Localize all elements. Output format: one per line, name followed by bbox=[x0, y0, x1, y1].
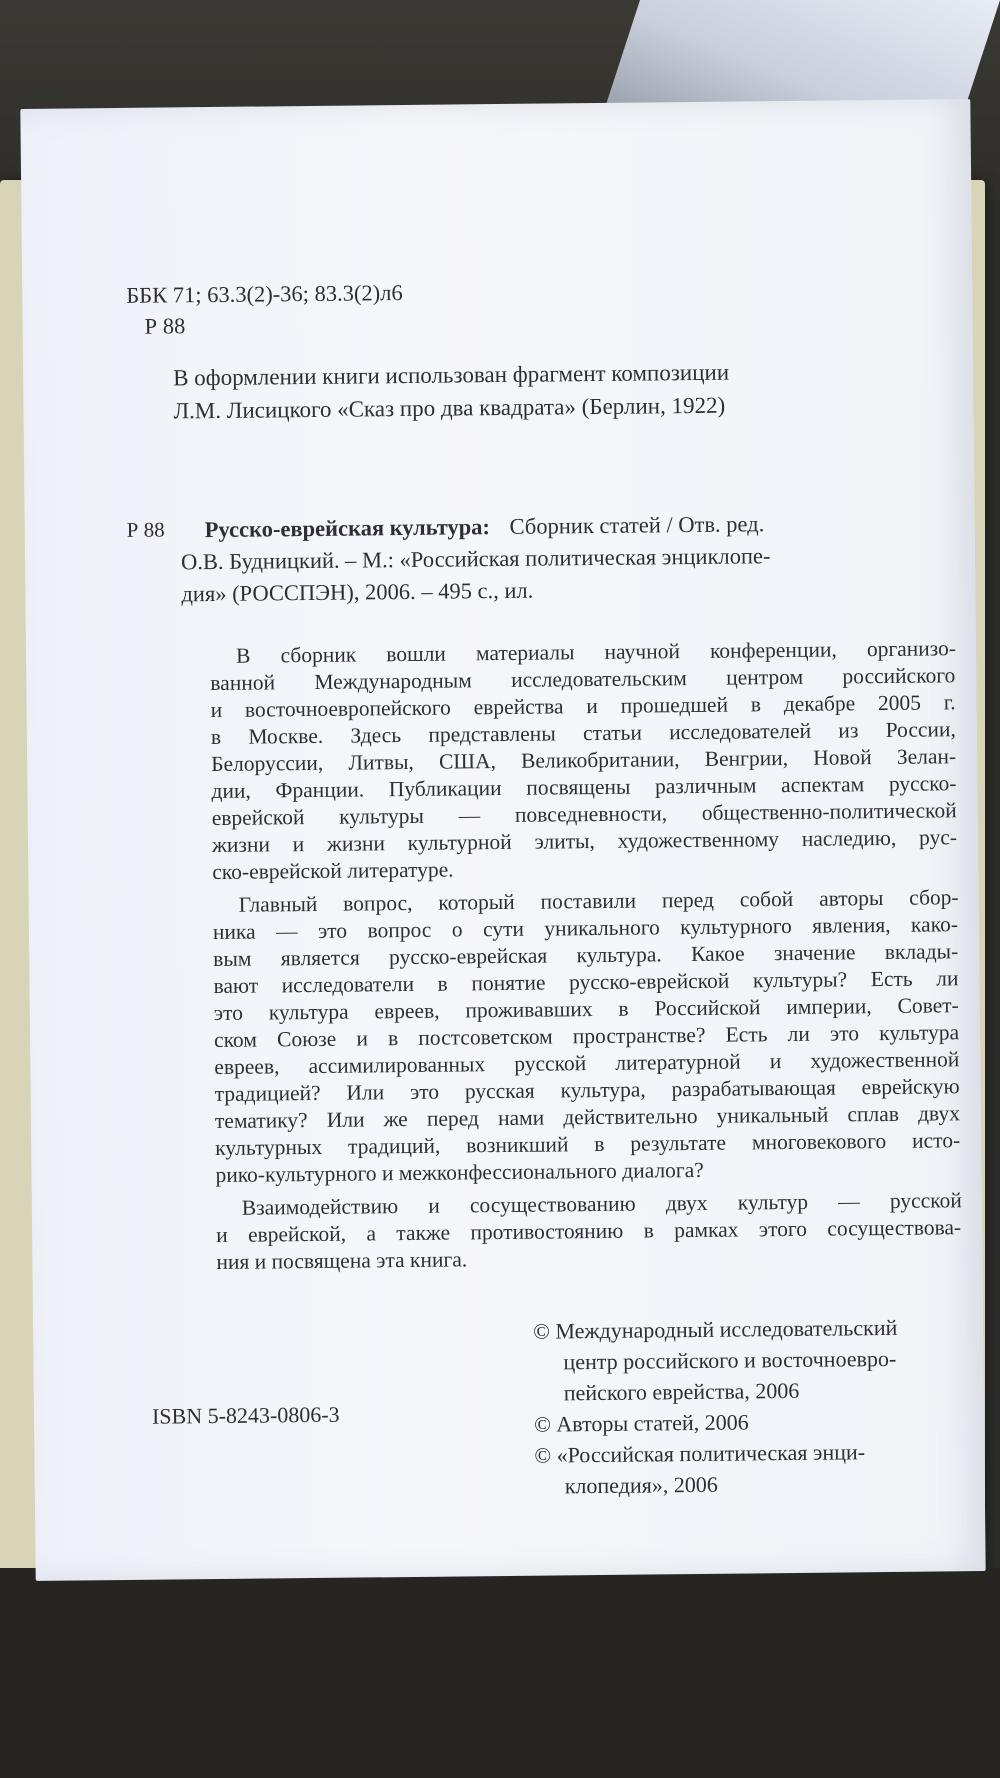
abstract-line: Взаимодействию и сосуществованию двух культур — русской bbox=[241, 1188, 962, 1220]
abstract-line: это культура евреев, проживавших в Российской империи, Совет- bbox=[213, 993, 959, 1026]
isbn: ISBN 5-8243-0806-3 bbox=[151, 1401, 340, 1429]
copyright-line: © Авторы статей, 2006 bbox=[533, 1409, 749, 1437]
copyright-line: © «Российская политическая энци- bbox=[534, 1439, 866, 1468]
book-page bbox=[20, 99, 985, 1581]
design-note-line-2: Л.М. Лисицкого «Сказ про два квадрата» (Берлин, 1922) bbox=[173, 392, 726, 424]
abstract-line: евреев, ассимилированных русской литературной и художественной bbox=[214, 1047, 960, 1080]
bibliographic-line-3: дия» (РОССПЭН), 2006. – 495 с., ил. bbox=[181, 577, 534, 607]
abstract-line: и еврейской, а также противостоянию в рамках этого сосуществова- bbox=[215, 1215, 962, 1248]
abstract-line: вают исследователи в понятие русско-еврейской культуры? Есть ли bbox=[213, 966, 959, 999]
abstract-line: ском Союзе и в постсоветском пространстве? Есть ли это культура bbox=[213, 1020, 960, 1053]
abstract-line: традицией? Или это русская культура, разрабатывающая еврейскую bbox=[214, 1074, 960, 1107]
abstract-line: рико-культурного и межконфессионального диалога? bbox=[215, 1157, 704, 1188]
abstract-line: тематику? Или же перед нами действительно уникальный сплав двух bbox=[214, 1101, 961, 1134]
abstract-line: ско-еврейской литературе. bbox=[212, 857, 454, 885]
background-bottom bbox=[0, 1568, 1000, 1778]
abstract-line: в Москве. Здесь представлены статьи исследователей из России, bbox=[210, 717, 956, 750]
abstract-line: еврейской культуры — повседневности, общественно-политической bbox=[211, 798, 957, 831]
copyright-line: клопедия», 2006 bbox=[564, 1471, 718, 1499]
abstract-line: ванной Международным исследовательским центром российского bbox=[210, 663, 956, 696]
book-subtitle: Сборник статей / Отв. ред. bbox=[509, 511, 765, 539]
bbk-code: ББК 71; 63.3(2)-36; 83.3(2)л6 bbox=[126, 280, 403, 308]
abstract-line: и восточноевропейского еврейства и прошедшей в декабре 2005 г. bbox=[210, 690, 956, 723]
abstract-line: В сборник вошли материалы научной конференции, организо- bbox=[235, 636, 957, 668]
author-mark: Р 88 bbox=[144, 313, 186, 339]
bibliographic-line-1 bbox=[205, 509, 940, 543]
copyright-line: © Международный исследовательский bbox=[533, 1314, 898, 1344]
abstract-line: Белоруссии, Литвы, США, Великобритании, Венгрии, Новой Зелан- bbox=[211, 744, 957, 777]
bibliographic-mark: Р 88 bbox=[126, 517, 165, 542]
book-title: Русско-еврейская культура: bbox=[204, 514, 491, 543]
abstract-line: ния и посвящена эта книга. bbox=[216, 1247, 468, 1275]
abstract-line: вым является русско-еврейская культура. Какое значение вклады- bbox=[213, 939, 959, 972]
abstract-line: дии, Франции. Публикации посвящены различным аспектам русско- bbox=[211, 771, 957, 804]
design-note-line-1: В оформлении книги использован фрагмент композиции bbox=[173, 359, 730, 391]
copyright-line: центр российского и восточноевро- bbox=[563, 1345, 897, 1375]
abstract-line: жизни и жизни культурной элиты, художественному наследию, рус- bbox=[211, 825, 958, 858]
abstract-line: Главный вопрос, который поставили перед собой авторы сбор- bbox=[238, 885, 959, 917]
background-paper-sheet bbox=[604, 0, 1000, 110]
abstract-line: культурных традиций, возникший в результате многовекового исто- bbox=[215, 1128, 961, 1161]
bibliographic-line-2: О.В. Будницкий. – М.: «Российская политическая энциклопе- bbox=[180, 543, 771, 575]
abstract-line: ника — это вопрос о сути уникального культурного явления, како- bbox=[212, 912, 959, 945]
copyright-line: пейского еврейства, 2006 bbox=[563, 1377, 800, 1406]
